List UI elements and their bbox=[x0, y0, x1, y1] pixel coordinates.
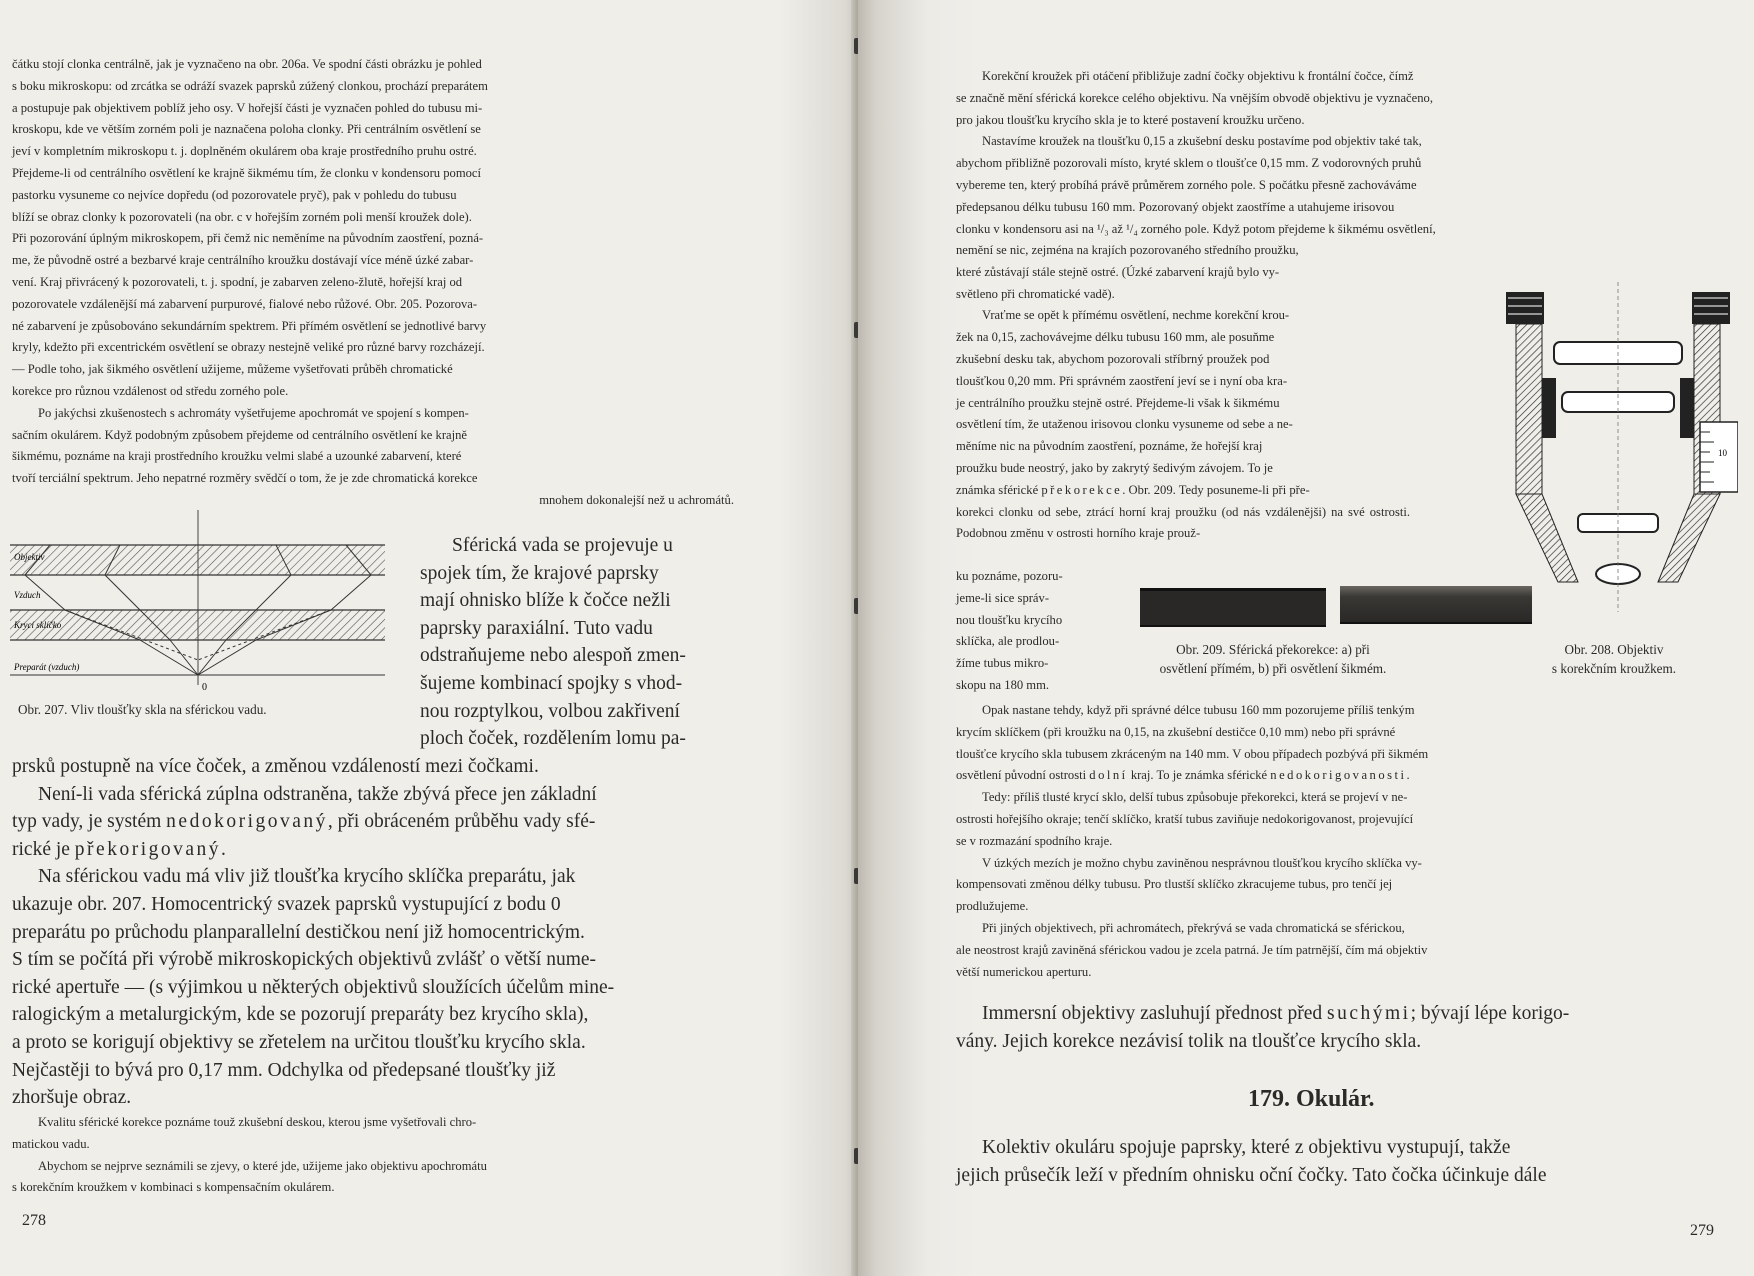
text-line: ukazuje obr. 207. Homocentrický svazek paprsků vystupující z bodu 0 bbox=[12, 893, 561, 915]
term-spaced: překorigovaný bbox=[74, 838, 222, 860]
caption-line: Obr. 208. Objektiv bbox=[1564, 642, 1664, 657]
text-line: s boku mikroskopu: od zrcátka se odráží svazek paprsků zúžený clonkou, prochází preparátem bbox=[12, 78, 488, 93]
text-line: šikmému, poznáme na kraji prostředního kroužku velmi slabé a uzounké zabarvení, které bbox=[12, 449, 462, 464]
fig207-label-kryci: Krycí sklíčko bbox=[14, 620, 62, 630]
figure-208 bbox=[1498, 282, 1738, 632]
figure-209-bar-a bbox=[1140, 588, 1326, 627]
fig207-label-vzduch: Vzduch bbox=[14, 590, 41, 600]
fig207-label-preparat: Preparát (vzduch) bbox=[14, 662, 80, 672]
right-page bbox=[858, 0, 1754, 1276]
text-line: ralogickým a metalurgickým, kde se pozorují preparáty bez krycího skla), bbox=[12, 1004, 589, 1026]
text-line: šujeme kombinací spojky s vhod- bbox=[420, 672, 683, 694]
text-line: Na sférickou vadu má vliv již tloušťka krycího sklíčka preparátu, jak bbox=[38, 866, 576, 888]
fig208-scale-label: 10 bbox=[1718, 448, 1727, 458]
text-line: clonku v kondensoru asi na ¹/₃ až ¹/₄ zorného pole. Když potom přejdeme k šikmému osvětlení, bbox=[956, 221, 1436, 236]
text-line: Tedy: příliš tlusté krycí sklo, delší tubus způsobuje překorekci, která se projeví v ne- bbox=[982, 790, 1408, 805]
text-span: . bbox=[1406, 768, 1410, 783]
text-line: Opak nastane tehdy, když při správné délce tubusu 160 mm pozorujeme příliš tenkým bbox=[982, 703, 1415, 717]
inner-sleeve-right bbox=[1680, 378, 1694, 438]
text-line: rické apertuře — (s výjimkou u některých objektivů sloužících účelům mine- bbox=[12, 976, 615, 998]
caption-line: s korekčním kroužkem. bbox=[1551, 661, 1677, 676]
section-heading: 179. Okulár. bbox=[1248, 1086, 1375, 1112]
text-line: skopu na 180 mm. bbox=[956, 677, 1050, 692]
text-line: preparátu po průchodu planparallelní destičkou není již homocentrickým. bbox=[12, 921, 585, 943]
text-line: né zabarvení je způsobováno sekundárním spektrem. Při přímém osvětlení se jednotlivé barvy bbox=[12, 318, 487, 333]
text-span: Immersní objektivy zasluhují přednost před bbox=[982, 1003, 1327, 1024]
text-line: Vraťme se opět k přímému osvětlení, nechme korekční krou- bbox=[982, 308, 1290, 323]
objective-lens-block bbox=[10, 545, 385, 575]
left-page bbox=[0, 0, 858, 1276]
text-line bbox=[956, 765, 1689, 787]
text-line: měníme nic na původním zaostření, poznáme, že hořejší kraj bbox=[956, 439, 1263, 454]
fig207-label-point: 0 bbox=[202, 682, 207, 693]
text-line: — Podle toho, jak šikmého osvětlení užijeme, můžeme vyšetřovati průběh chromatické bbox=[12, 362, 453, 377]
text-line: žek na 0,15, zachovávejme délku tubusu 160 mm, ale posuňme bbox=[956, 330, 1275, 345]
text-line: je centrálního proužku stejně ostré. Přejdeme-li však k šikmému bbox=[956, 395, 1280, 410]
thread-block-left bbox=[1506, 292, 1544, 324]
text-line: kroskopu, kde ve větším zorném poli je naznačena poloha clonky. Při centrálním osvětlení se bbox=[12, 122, 481, 137]
text-line: jeví v kompletním mikroskopu t. j. doplněném okulárem oba kraje prostředního pruhu ostré. bbox=[12, 144, 477, 159]
text-line: Při jiných objektivech, při achromátech, překrývá se vada chromatická se sférickou, bbox=[982, 920, 1405, 935]
text-line: čátku stojí clonka centrálně, jak je vyznačeno na obr. 206a. Ve spodní části obrázku je pohled bbox=[12, 57, 482, 71]
text-line: sačním okulárem. Když podobným způsobem přejdeme od centrálního osvětlení ke krajně bbox=[12, 427, 467, 442]
text-line: zhoršuje obraz. bbox=[12, 1087, 132, 1109]
text-line: Nastavíme kroužek na tloušťku 0,15 a zkušební desku postavíme pod objektiv také tak, bbox=[982, 134, 1422, 149]
text-line: blíží se obraz clonky k pozorovateli (na obr. c v hořejším zorném poli menší kroužek dole). bbox=[12, 209, 472, 224]
text-line: me, že původně ostré a bezbarvé kraje centrálního kroužku dostávají více méně úzké zabar- bbox=[12, 253, 474, 268]
text-span: osvětlení původní ostrosti bbox=[956, 768, 1090, 783]
text-line: S tím se počítá při výrobě mikroskopických objektivů zvlášť o větší nume- bbox=[12, 949, 597, 971]
figure-208-caption bbox=[1486, 640, 1742, 678]
text-line: ale neostrost krajů zaviněná sférickou vadou je zcela patrná. Je tím patrnější, čím má objektiv bbox=[956, 942, 1428, 957]
caption-line: osvětlení přímém, b) při osvětlení šikmém. bbox=[1159, 661, 1387, 676]
figure-209-caption bbox=[1128, 640, 1418, 678]
right-paragraph-wrapped bbox=[956, 240, 1410, 545]
text-line: korekce pro různou vzdálenost od středu zorného pole. bbox=[12, 383, 289, 398]
text-span: ; bývají lépe korigo- bbox=[1410, 1003, 1570, 1024]
text-line: spojek tím, že krajové paprsky bbox=[420, 562, 659, 584]
text-line: osvětlení tím, že utaženou irisovou clonku vysuneme od sebe a ne- bbox=[956, 417, 1293, 432]
text-line: odstraňujeme nebo alespoň zmen- bbox=[420, 645, 686, 667]
text-line: s korekčním kroužkem v kombinaci s kompensačním okulárem. bbox=[12, 1180, 335, 1195]
term-spaced: suchými bbox=[1326, 1003, 1411, 1024]
text-line: nou tloušťku krycího bbox=[956, 612, 1063, 627]
text-line: paprsky paraxiální. Tuto vadu bbox=[420, 617, 653, 639]
left-paragraph-sferical-wrapped bbox=[420, 532, 740, 753]
right-paragraph-immersion bbox=[956, 1000, 1689, 1055]
text-line: a postupuje pak objektivem poblíž jeho osy. V hořejší části je vyznačen pohled do tubusu mi- bbox=[12, 100, 483, 115]
text-line: světleno při chromatické vadě). bbox=[956, 286, 1115, 301]
text-line: krycím sklíčkem (při kroužku na 0,15, na zkušební destičce 0,10 mm) nebo při správné bbox=[956, 724, 1396, 739]
text-line: korekci clonku od sebe, ztrácí horní kraj proužku (od nás vzdálenějši) na své ostrosti. Podobnou změnu v ostrosti horního kraje prouž- bbox=[956, 504, 1410, 541]
text-line: ostrosti hořejšího okraje; tenčí sklíčko, kratší tubus zaviňuje nedokorigovanost, projevující bbox=[956, 811, 1414, 826]
text-line: vení. Kraj přivrácený k pozorovateli, t. j. spodní, je zabarven zeleno-žlutě, hořejší kraj od bbox=[12, 274, 463, 289]
thread-block-right bbox=[1692, 292, 1730, 324]
text-line: abychom přibližně pozorovali místo, kryté sklem o tloušťce 0,15 mm. Z vodorovných pruhů bbox=[956, 156, 1422, 171]
text-line: ploch čoček, rozdělením lomu pa- bbox=[420, 728, 686, 750]
caption-line: Obr. 209. Sférická překorekce: a) při bbox=[1176, 642, 1370, 657]
text-line: nou rozptylkou, volbou zakřivení bbox=[420, 700, 680, 722]
text-line: tloušťkou 0,20 mm. Při správném zaostření jeví se i nyní oba kra- bbox=[956, 373, 1288, 388]
text-line: Kvalitu sférické korekce poznáme touž zkušební deskou, kterou jsme vyšetřovali chro- bbox=[38, 1115, 477, 1129]
text-line: matickou vadu. bbox=[12, 1136, 90, 1151]
text-line: tloušťce krycího skla tubusem zkráceným na 140 mm. V obou případech pozbývá při šikmém bbox=[956, 746, 1429, 761]
left-paragraph-1 bbox=[12, 54, 734, 512]
text-line: jeme-li sice správ- bbox=[956, 590, 1050, 605]
term-spaced: překorekce bbox=[1041, 482, 1123, 497]
right-paragraph-tail bbox=[956, 566, 1126, 697]
text-span: . Obr. 209. Tedy posuneme-li při pře- bbox=[1122, 482, 1310, 497]
nose-cone-right bbox=[1658, 494, 1720, 582]
text-span: známka sférické bbox=[956, 482, 1042, 497]
text-line: se v rozmazání spodního kraje. bbox=[956, 833, 1113, 848]
right-paragraph-top bbox=[956, 66, 1689, 240]
text-line: kryly, kdežto při excentrickém osvětlení se obrazy nestejně veliké pro různé barvy rozcházejí. bbox=[12, 340, 485, 355]
text-line: Abychom se nejprve seznámili se zjevy, o které jde, užijeme jako objektivu apochromátu bbox=[38, 1158, 487, 1173]
text-line: jejich průsečík leží v předním ohnisku oční čočky. Tato čočka účinkuje dále bbox=[956, 1164, 1547, 1186]
page-number-left: 278 bbox=[22, 1212, 46, 1229]
term-spaced: dolní bbox=[1089, 768, 1128, 783]
page-number-right: 279 bbox=[1690, 1222, 1714, 1239]
text-span: typ vady, je systém bbox=[12, 811, 167, 833]
text-line bbox=[12, 808, 740, 836]
text-line: pro jakou tloušťku krycího skla je to které postavení kroužku určeno. bbox=[956, 112, 1305, 127]
text-line: Přejdeme-li od centrálního osvětlení ke krajně šikmému tím, že clonku v kondensoru pomocí bbox=[12, 165, 482, 180]
text-line: proužku bude neostrý, jako by zakrytý šedivým závojem. To je bbox=[956, 460, 1273, 475]
left-paragraph-large bbox=[12, 753, 740, 1112]
text-line: Sférická vada se projevuje u bbox=[452, 535, 673, 556]
text-line: předepsanou délku tubusu 160 mm. Pozorovaný objekt zaostříme a utahujeme irisovou bbox=[956, 199, 1395, 214]
inner-sleeve-left bbox=[1542, 378, 1556, 438]
text-line: a proto se korigují objektivy se zřetelem na určitou tloušťku krycího skla. bbox=[12, 1031, 586, 1053]
text-line: Není-li vada sférická zúplna odstraněna, takže zbývá přece jen základní bbox=[38, 783, 597, 805]
text-span: , při obráceném průběhu vady sfé- bbox=[327, 811, 596, 833]
text-line: nemění se nic, zejména na krajích pozorovaného středního proužku, bbox=[956, 243, 1299, 257]
front-lens bbox=[1596, 564, 1640, 584]
text-line: mnohem dokonalejší než u achromátů. bbox=[539, 492, 734, 507]
text-line: zkušební desku tak, abychom pozorovali stříbrný proužek pod bbox=[956, 351, 1270, 366]
text-span: . bbox=[221, 838, 226, 860]
text-span: kraj. To je známka sférické bbox=[1127, 768, 1271, 783]
text-line: pastorku vysuneme co nejvíce dopředu (od pozorovatele pryč), pak v pohledu do tubusu bbox=[12, 187, 457, 202]
text-line: ku poznáme, pozoru- bbox=[956, 569, 1063, 583]
text-line: větší numerickou aperturu. bbox=[956, 964, 1092, 979]
text-line: pozorovatele vzdálenější má zabarvení purpurové, fialové nebo růžové. Obr. 205. Pozorova- bbox=[12, 296, 478, 311]
text-line: Korekční kroužek při otáčení přibližuje zadní čočky objektivu k frontální čočce, čímž bbox=[982, 69, 1414, 83]
text-line: vány. Jejich korekce nezávisí tolik na tloušťce krycího skla. bbox=[956, 1030, 1422, 1052]
text-line bbox=[956, 1000, 1689, 1028]
left-paragraph-footer bbox=[12, 1112, 740, 1199]
nose-cone-left bbox=[1516, 494, 1578, 582]
text-line: vybereme ten, který probíhá právě průměrem zorného pole. S počátku přesně zachováváme bbox=[956, 177, 1417, 192]
text-line bbox=[956, 480, 1410, 502]
text-line: V úzkých mezích je možno chybu zaviněnou nesprávnou tloušťkou krycího sklíčka vy- bbox=[982, 855, 1422, 870]
text-line bbox=[12, 836, 740, 864]
text-span: rické je bbox=[12, 838, 75, 860]
text-line: se značně mění sférická korekce celého objektivu. Na vnějším obvodě objektivu je vyznačeno, bbox=[956, 90, 1433, 105]
text-line: prsků postupně na více čoček, a změnou vzdáleností mezi čočkami. bbox=[12, 756, 539, 777]
text-line: Nejčastěji to bývá pro 0,17 mm. Odchylka od předepsané tloušťky již bbox=[12, 1059, 556, 1081]
text-line: sklíčka, ale prodlou- bbox=[956, 634, 1060, 649]
text-line: mají ohnisko blíže k čočce nežli bbox=[420, 590, 671, 612]
term-spaced: nedokorigovaný bbox=[166, 811, 328, 833]
right-paragraph-lower bbox=[956, 700, 1689, 983]
text-line: Kolektiv okuláru spojuje paprsky, které z objektivu vystupují, takže bbox=[982, 1137, 1511, 1158]
text-line: prodlužujeme. bbox=[956, 899, 1029, 914]
text-line: žíme tubus mikro- bbox=[956, 656, 1049, 671]
text-line: tvoří terciální spektrum. Jeho nepatrné rozměry svědčí o tom, že je zde chromatická korekce bbox=[12, 471, 478, 486]
figure-207-caption: Obr. 207. Vliv tloušťky skla na sférickou vadu. bbox=[18, 702, 267, 717]
text-line: kompensovati změnou délky tubusu. Pro tlustší sklíčko zkracujeme tubus, pro tenčí jej bbox=[956, 877, 1393, 892]
term-spaced: nedokorigovanosti bbox=[1270, 768, 1407, 783]
barrel-wall-left bbox=[1516, 324, 1542, 494]
cover-glass-block bbox=[10, 610, 385, 640]
text-line: které zůstávají stále stejně ostré. (Úzké zabarvení krajů bylo vy- bbox=[956, 264, 1280, 279]
text-line: Při pozorování úplným mikroskopem, při čemž nic neměníme na původním zaostření, pozná- bbox=[12, 231, 484, 246]
right-paragraph-okular bbox=[956, 1134, 1689, 1189]
text-line: Po jakýchsi zkušenostech s achromáty vyšetřujeme apochromát ve spojení s kompen- bbox=[38, 405, 469, 420]
fig207-label-objektiv: Objektiv bbox=[14, 552, 45, 562]
figure-207 bbox=[10, 510, 395, 705]
